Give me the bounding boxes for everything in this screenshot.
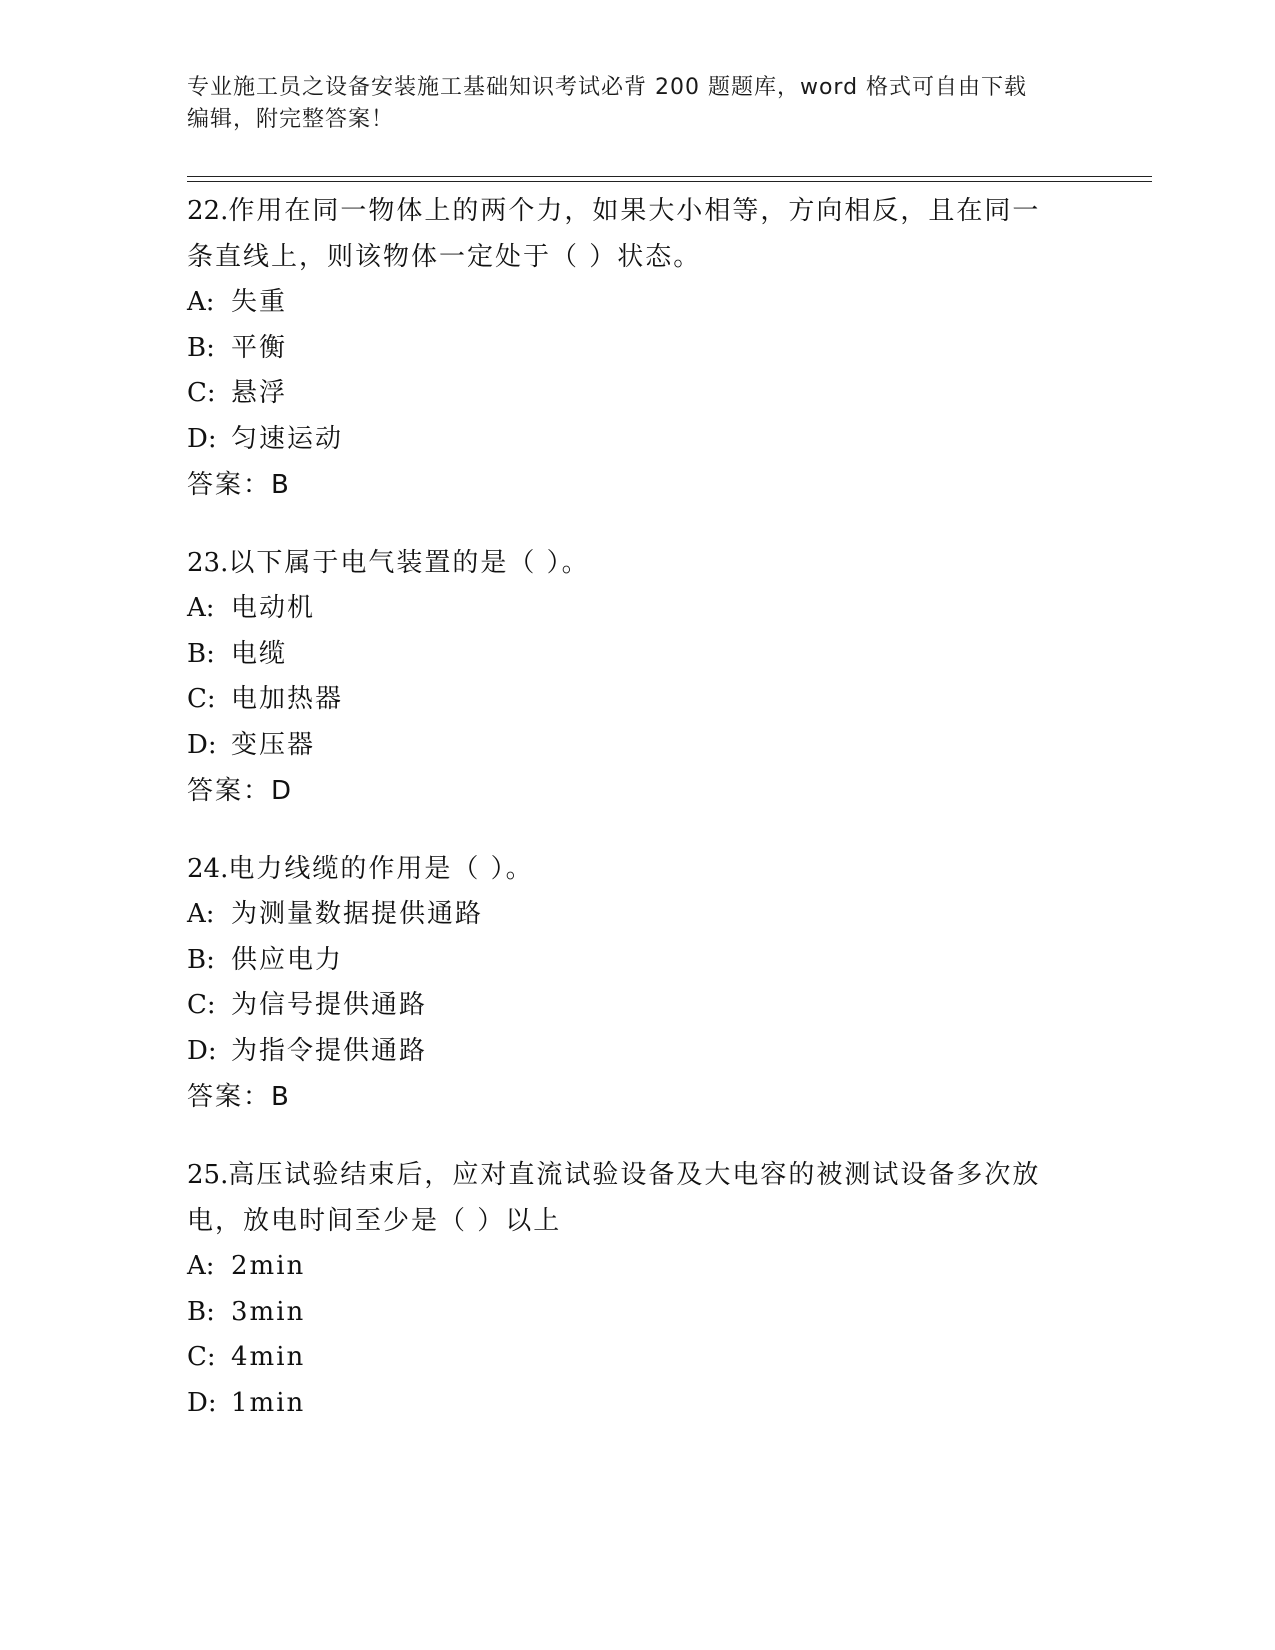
option-text: 电加热器 (231, 684, 344, 714)
option-text: 变压器 (231, 729, 316, 760)
option-b (187, 632, 1087, 678)
option-key: A: (187, 593, 215, 623)
question-24 (187, 846, 1087, 1120)
question-25 (187, 1152, 1087, 1426)
option-key: D: (187, 729, 217, 760)
option-text: 4min (231, 1342, 306, 1372)
question-text-line-1: 电力线缆的作用是（ ）。 (228, 854, 534, 884)
option-key: C: (187, 1342, 216, 1372)
question-number: 23. (187, 548, 229, 578)
question-stem (187, 1152, 1087, 1244)
option-key: B: (187, 638, 215, 669)
option-text: 失重 (231, 287, 288, 317)
question-stem (187, 540, 1087, 586)
option-key: A: (187, 1251, 215, 1281)
question-text-line-1: 作用在同一物体上的两个力，如果大小相等，方向相反，且在同一 (228, 196, 1041, 226)
answer-line: 答案：D (187, 776, 294, 806)
question-stem (187, 846, 1087, 892)
question-23 (187, 540, 1087, 814)
option-c (187, 677, 1087, 723)
option-key: A: (187, 899, 215, 929)
option-a (187, 892, 1087, 938)
question-text-line-2: 条直线上，则该物体一定处于（ ）状态。 (187, 242, 702, 272)
header-divider-bottom (187, 181, 1152, 182)
document-header (187, 72, 1067, 136)
option-b (187, 938, 1087, 984)
header-title-line-2: 编辑，附完整答案！ (187, 107, 395, 132)
option-a (187, 1244, 1087, 1290)
question-list (187, 188, 1087, 1458)
option-d (187, 1381, 1087, 1427)
answer-line: 答案：B (187, 470, 291, 500)
option-text: 电动机 (231, 593, 316, 623)
option-a (187, 586, 1087, 632)
option-text: 1min (231, 1387, 306, 1418)
option-c (187, 371, 1087, 417)
option-key: B: (187, 1296, 215, 1327)
option-key: D: (187, 1387, 217, 1418)
option-key: A: (187, 287, 215, 317)
header-divider-top (187, 176, 1152, 177)
option-key: B: (187, 944, 215, 975)
option-key: C: (187, 378, 216, 408)
option-c (187, 983, 1087, 1029)
option-text: 匀速运动 (231, 423, 344, 454)
option-text: 电缆 (231, 638, 288, 669)
option-key: D: (187, 1035, 217, 1066)
question-text-line-1: 高压试验结束后，应对直流试验设备及大电容的被测试设备多次放 (228, 1160, 1041, 1190)
header-title-line-1: 专业施工员之设备安装施工基础知识考试必背 200 题题库，word 格式可自由下载 (187, 75, 1028, 100)
option-a (187, 280, 1087, 326)
question-text-line-2: 电，放电时间至少是（ ）以上 (187, 1206, 562, 1236)
question-number: 24. (187, 854, 229, 884)
option-b (187, 326, 1087, 372)
question-text-line-1: 以下属于电气装置的是（ ）。 (228, 548, 590, 578)
option-key: B: (187, 332, 215, 363)
option-text: 2min (231, 1251, 306, 1281)
option-text: 平衡 (231, 332, 288, 363)
option-b (187, 1290, 1087, 1336)
option-text: 悬浮 (231, 378, 288, 408)
question-number: 25. (187, 1160, 229, 1190)
answer-line: 答案：B (187, 1082, 291, 1112)
option-d (187, 417, 1087, 463)
option-key: D: (187, 423, 217, 454)
option-text: 3min (231, 1296, 306, 1327)
question-stem (187, 188, 1087, 280)
option-c (187, 1335, 1087, 1381)
option-d (187, 1029, 1087, 1075)
option-key: C: (187, 990, 216, 1020)
option-text: 为指令提供通路 (231, 1035, 428, 1066)
question-number: 22. (187, 196, 229, 226)
question-22 (187, 188, 1087, 508)
option-text: 为信号提供通路 (231, 990, 428, 1020)
option-d (187, 723, 1087, 769)
option-text: 供应电力 (231, 944, 344, 975)
option-text: 为测量数据提供通路 (231, 899, 484, 929)
option-key: C: (187, 684, 216, 714)
